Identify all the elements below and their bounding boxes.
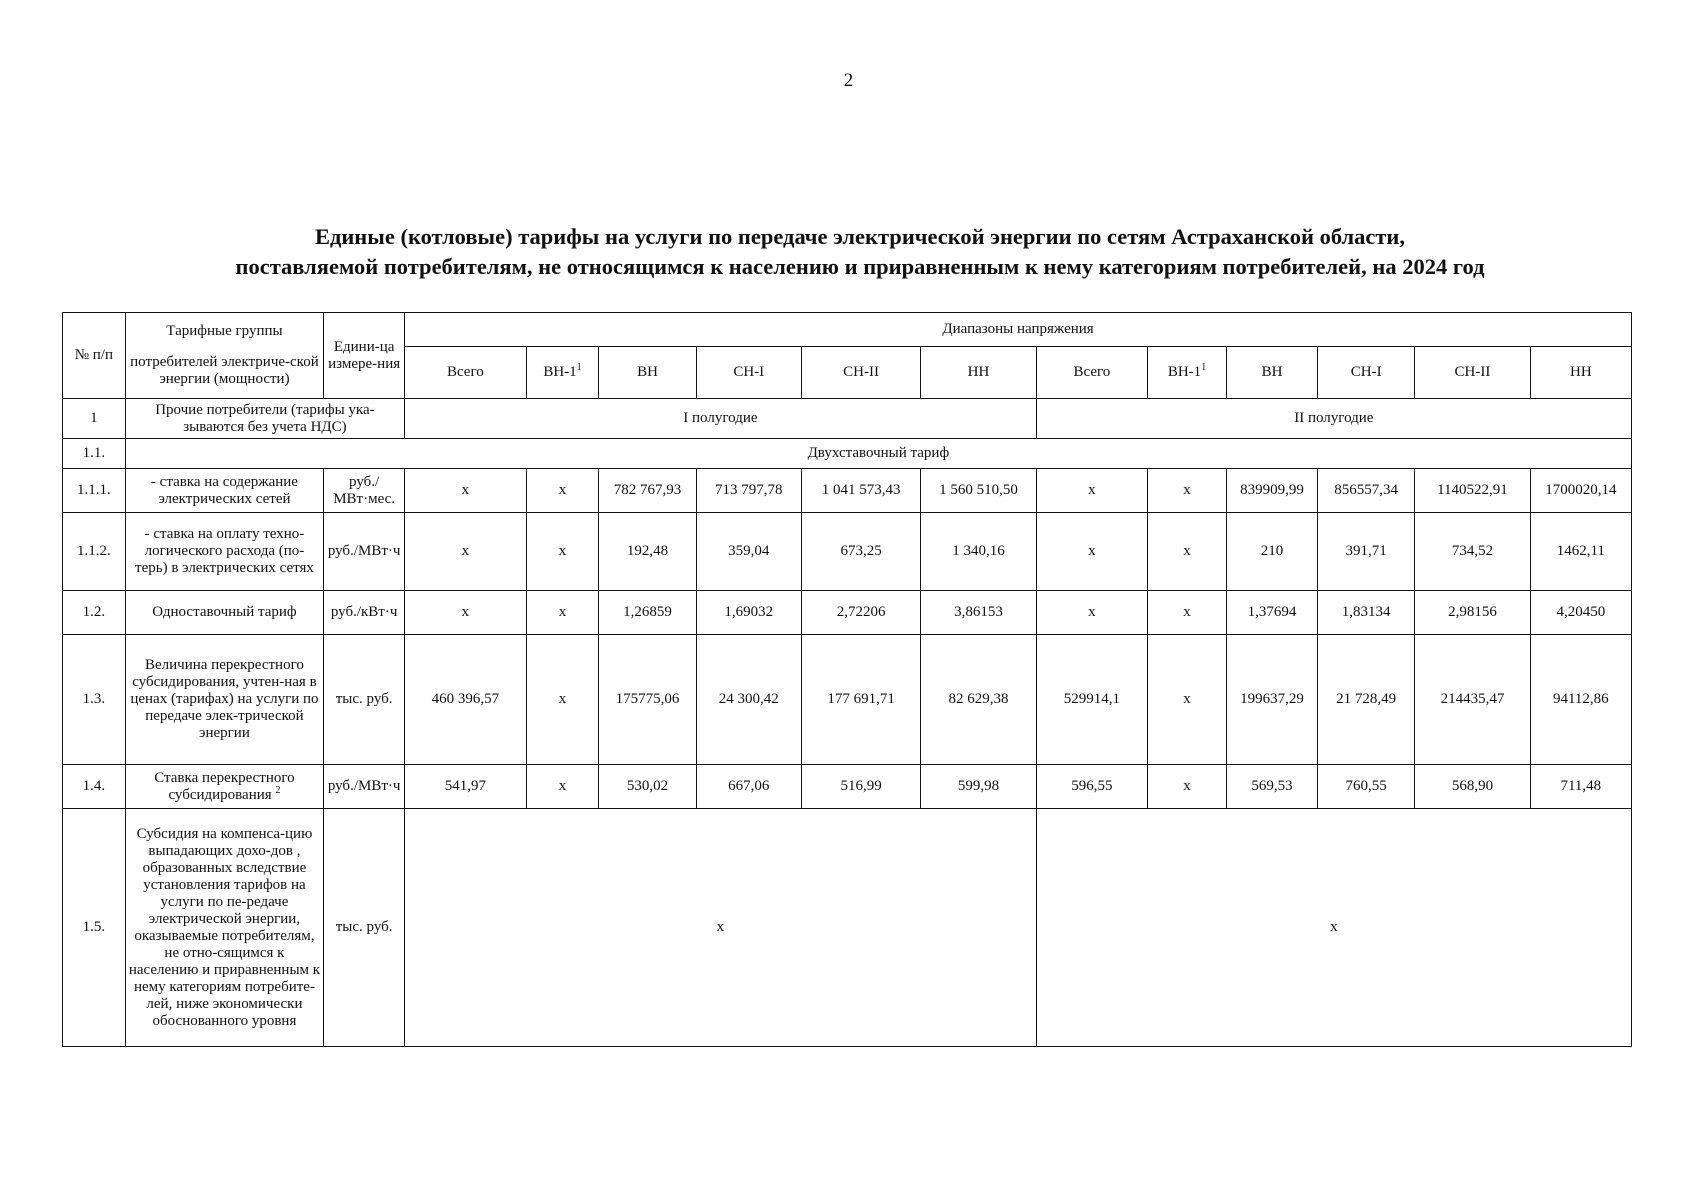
- table-cell: x: [1148, 765, 1227, 809]
- row-unit: руб./МВт·ч: [324, 765, 405, 809]
- table-cell: 568,90: [1415, 765, 1530, 809]
- table-cell: 1,26859: [599, 591, 696, 635]
- row-num: 1.1.: [63, 439, 126, 469]
- row-unit: руб./МВт·мес.: [324, 469, 405, 513]
- table-row: [63, 591, 1632, 635]
- table-cell: x: [1036, 469, 1147, 513]
- table-cell: 1,69032: [696, 591, 801, 635]
- header-voltage-ranges: Диапазоны напряжения: [405, 313, 1632, 347]
- row-name: Одноставочный тариф: [125, 591, 323, 635]
- row-unit: руб./МВт·ч: [324, 513, 405, 591]
- header-row-1: [63, 313, 1632, 347]
- table-cell: 82 629,38: [921, 635, 1036, 765]
- footnote-mark: 2: [275, 784, 281, 796]
- tariff-table: [62, 312, 1632, 1047]
- row-name: - ставка на оплату техно-логического расхода (по-терь) в электрических сетях: [125, 513, 323, 591]
- col-header: СН-I: [696, 347, 801, 399]
- table-cell: 760,55: [1318, 765, 1415, 809]
- footnote-mark: 1: [1201, 362, 1207, 373]
- table-cell: 1 041 573,43: [801, 469, 920, 513]
- table-row: [63, 439, 1632, 469]
- table-cell: 24 300,42: [696, 635, 801, 765]
- header-group-bottom: потребителей электриче-ской энергии (мощности): [130, 354, 319, 387]
- table-cell: 856557,34: [1318, 469, 1415, 513]
- col-header: НН: [1530, 347, 1631, 399]
- table-cell: 359,04: [696, 513, 801, 591]
- header-group-top: Тарифные группы: [166, 323, 283, 339]
- table-cell: 177 691,71: [801, 635, 920, 765]
- row-num: 1.5.: [63, 809, 126, 1047]
- row-unit: руб./кВт·ч: [324, 591, 405, 635]
- table-cell: 2,98156: [1415, 591, 1530, 635]
- row-unit: тыс. руб.: [324, 809, 405, 1047]
- col-header: СН-II: [1415, 347, 1530, 399]
- col-header: $ВН-1^1$: [1148, 347, 1227, 399]
- table-cell: 529914,1: [1036, 635, 1147, 765]
- row-unit: тыс. руб.: [324, 635, 405, 765]
- col-header: ВН: [1227, 347, 1318, 399]
- table-cell: 3,86153: [921, 591, 1036, 635]
- col-header: ВН: [599, 347, 696, 399]
- table-row: [63, 513, 1632, 591]
- table-cell: 175775,06: [599, 635, 696, 765]
- row-num: 1.1.1.: [63, 469, 126, 513]
- row-name: Ставка перекрестного субсидирования $^2$: [125, 765, 323, 809]
- table-cell: 210: [1227, 513, 1318, 591]
- table-cell: 1,83134: [1318, 591, 1415, 635]
- table-cell: 839909,99: [1227, 469, 1318, 513]
- table-cell: 4,20450: [1530, 591, 1631, 635]
- table-cell: 1140522,91: [1415, 469, 1530, 513]
- col-header: СН-II: [801, 347, 920, 399]
- table-cell: x: [526, 469, 599, 513]
- table-cell: x: [1036, 591, 1147, 635]
- table-cell: 599,98: [921, 765, 1036, 809]
- table-cell: 460 396,57: [405, 635, 526, 765]
- table-cell: 1700020,14: [1530, 469, 1631, 513]
- table-cell: 569,53: [1227, 765, 1318, 809]
- row-name: - ставка на содержание электрических сетей: [125, 469, 323, 513]
- table-cell: 391,71: [1318, 513, 1415, 591]
- col-header: Всего: [1036, 347, 1147, 399]
- table-cell: x: [526, 635, 599, 765]
- table-cell: x: [405, 469, 526, 513]
- table-cell: 21 728,49: [1318, 635, 1415, 765]
- table-cell: x: [1036, 513, 1147, 591]
- header-num: № п/п: [63, 313, 126, 399]
- table-cell: 214435,47: [1415, 635, 1530, 765]
- table-row: [63, 399, 1632, 439]
- table-cell: 199637,29: [1227, 635, 1318, 765]
- table-cell: x: [405, 591, 526, 635]
- table-cell: 734,52: [1415, 513, 1530, 591]
- row-num: 1.1.2.: [63, 513, 126, 591]
- half-year-2: II полугодие: [1036, 399, 1631, 439]
- table-cell: 516,99: [801, 765, 920, 809]
- col-header: НН: [921, 347, 1036, 399]
- table-cell: 94112,86: [1530, 635, 1631, 765]
- table-cell: x: [526, 513, 599, 591]
- table-cell: x: [526, 591, 599, 635]
- row-name: Величина перекрестного субсидирования, учтен-ная в ценах (тарифах) на услуги по передаче элек-трической энергии: [125, 635, 323, 765]
- table-cell: 541,97: [405, 765, 526, 809]
- col-header: СН-I: [1318, 347, 1415, 399]
- row-name: Прочие потребители (тарифы ука-зываются без учета НДС): [125, 399, 404, 439]
- table-cell: 673,25: [801, 513, 920, 591]
- table-cell: 596,55: [1036, 765, 1147, 809]
- table-cell: 1 340,16: [921, 513, 1036, 591]
- table-cell: x: [405, 513, 526, 591]
- row-num: 1: [63, 399, 126, 439]
- page-number: 2: [843, 70, 854, 91]
- table-cell: x: [1148, 635, 1227, 765]
- table-cell: 713 797,78: [696, 469, 801, 513]
- title-line-1: Единые (котловые) тарифы на услуги по передаче электрической энергии по сетям Астраханской области,: [314, 224, 1406, 249]
- half-year-1: I полугодие: [405, 399, 1037, 439]
- document-title: [120, 222, 1600, 282]
- row-name: Двухставочный тариф: [125, 439, 1631, 469]
- row-num: 1.4.: [63, 765, 126, 809]
- table-row: [63, 765, 1632, 809]
- table-cell: 1462,11: [1530, 513, 1631, 591]
- row-num: 1.3.: [63, 635, 126, 765]
- table-cell: 2,72206: [801, 591, 920, 635]
- header-group: [125, 313, 323, 399]
- table-cell: 711,48: [1530, 765, 1631, 809]
- table-row: [63, 809, 1632, 1047]
- col-header: Всего: [405, 347, 526, 399]
- half-year-2-cell: x: [1036, 809, 1631, 1047]
- table-cell: 667,06: [696, 765, 801, 809]
- footnote-mark: 1: [576, 362, 582, 373]
- table-row: [63, 635, 1632, 765]
- table-cell: x: [1148, 513, 1227, 591]
- table-row: [63, 469, 1632, 513]
- col-header: $ВН-1^1$: [526, 347, 599, 399]
- table-cell: x: [526, 765, 599, 809]
- row-name: Субсидия на компенса-цию выпадающих дохо-дов , образованных вследствие установления тарифов на услуги по пе-редаче электрической энергии, оказываемые потребителям, не отно-сящимся к населению и приравненным к нему категориям потребите-лей, ниже экономически обоснованного уровня: [125, 809, 323, 1047]
- table-cell: 530,02: [599, 765, 696, 809]
- table-cell: x: [1148, 591, 1227, 635]
- table-cell: x: [1148, 469, 1227, 513]
- table-cell: 782 767,93: [599, 469, 696, 513]
- table-cell: 1,37694: [1227, 591, 1318, 635]
- row-num: 1.2.: [63, 591, 126, 635]
- half-year-1-cell: x: [405, 809, 1037, 1047]
- header-unit: Едини-ца измере-ния: [324, 313, 405, 399]
- title-line-2: поставляемой потребителям, не относящимся к населению и приравненным к нему категориям потребителей, на 2024 год: [235, 254, 1485, 279]
- table-cell: 1 560 510,50: [921, 469, 1036, 513]
- table-cell: 192,48: [599, 513, 696, 591]
